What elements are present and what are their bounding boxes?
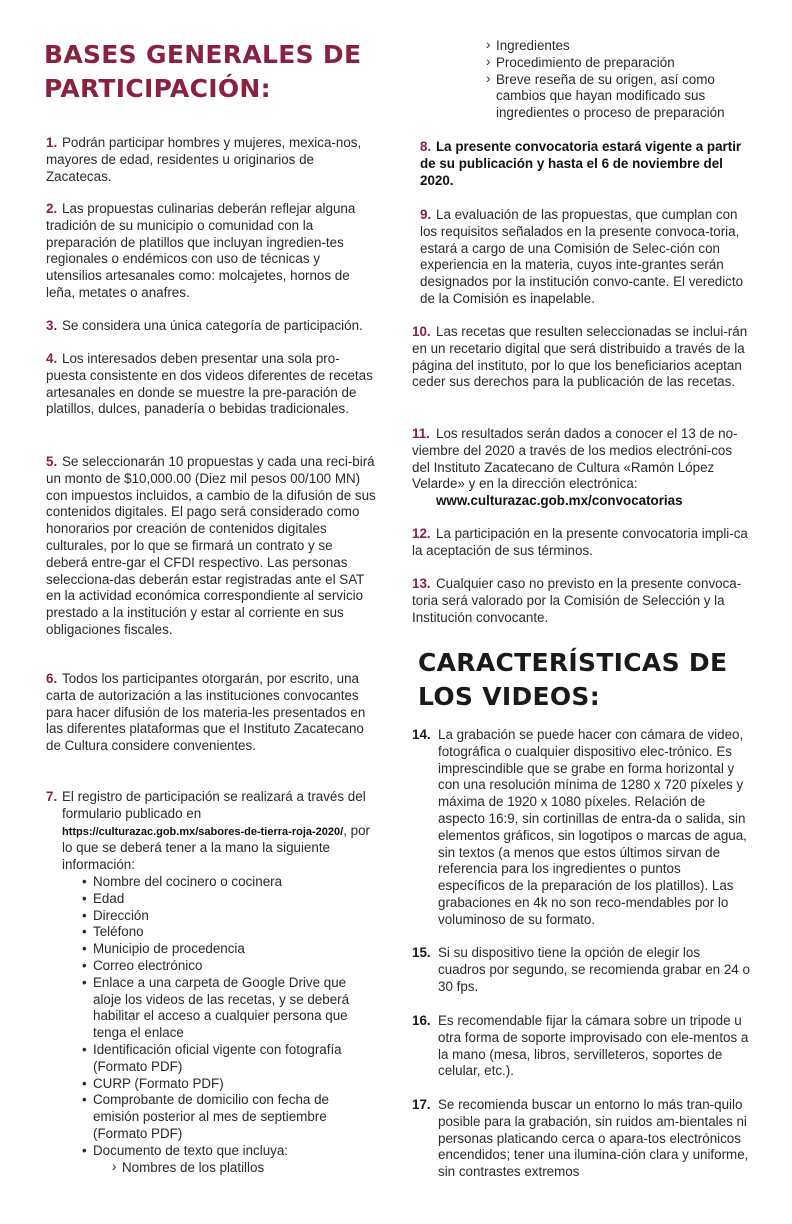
list-item-7 [46,789,378,1176]
item-number: 7. [46,789,58,804]
heading-line: CARACTERÍSTICAS DE [418,648,728,677]
list-item-17 [412,1097,750,1181]
list-item: • Correo electrónico [82,958,378,975]
results-link[interactable]: www.culturazac.gob.mx/convocatorias [436,493,683,509]
section-heading-bases [44,38,384,106]
list-item: • Municipio de procedencia [82,941,378,958]
list-item: • CURP (Formato PDF) [82,1076,378,1093]
item-text: La evaluación de las propuestas, que cumplan con los requisitos señalados en la presente convoca-toria, estará a cargo de una Comisión de Selec-ción con experiencia en la materia, cuyos inte-grantes serán designados por la institución convo-cante. El veredicto de la Comisión es inapelable. [420,207,744,306]
item-number: 15. [412,945,431,960]
item-text: Cualquier caso no previsto en la presente convoca-toria será valorado por la Comisión de Selección y la Institución convocante. [412,576,742,625]
item-number: 14. [412,727,431,742]
list-item-14 [412,727,750,929]
item-number: 10. [412,324,431,339]
list-item-3 [46,318,378,335]
list-item-15 [412,945,750,995]
form-link[interactable]: https://culturazac.gob.mx/sabores-de-tierra-roja-2020/ [62,825,344,838]
left-column [44,0,376,1224]
list-item-12 [412,526,750,560]
item-number: 12. [412,526,431,541]
item-number: 5. [46,454,58,469]
item-text: Todos los participantes otorgarán, por escrito, una carta de autorización a las instituciones convocantes para hacer difusión de los materia-les presentados en las diferentes plataformas que el Instituto Zacatecano de Cultura considere convenientes. [46,671,366,754]
item-text: Los resultados serán dados a conocer el 13 de no-viembre del 2020 a través de los medios electróni-cos del Instituto Zacatecano de Cultura «Ramón López Velarde» y en la dirección electrónica: [412,426,738,492]
list-item: • Enlace a una carpeta de Google Drive que aloje los videos de las recetas, y se deberá habilitar el acceso a cualquier persona que tenga el enlace [82,975,378,1042]
item-text: Es recomendable fijar la cámara sobre un tripode u otra forma de soporte improvisado con ele-mentos a la mano (mesa, libros, servilleteros, soportes de celular, etc.). [438,1013,749,1079]
item-number: 17. [412,1097,431,1112]
heading-line: LOS VIDEOS: [418,682,601,711]
list-item-4 [46,351,376,418]
list-item: • Identificación oficial vigente con fotografía (Formato PDF) [82,1042,378,1076]
list-item-9 [420,207,754,308]
list-item-1 [46,135,376,185]
heading-line: PARTICIPACIÓN: [44,74,271,103]
item-text: Se recomienda buscar un entorno lo más tran-quilo posible para la grabación, sin ruidos am-bientales ni personas platicando cerca o apara-tos electrónicos encendidos; tener una ilumina-ción clara y uniforme, sin contrastes extremos [438,1097,749,1180]
item-number: 8. [420,139,432,154]
list-item: • Nombre del cocinero o cocinera [82,874,378,891]
list-item: • Dirección [82,908,378,925]
list-item: • Edad [82,891,378,908]
list-item-16 [412,1013,750,1080]
item-text: Si su dispositivo tiene la opción de elegir los cuadros por segundo, se recomienda grabar en 24 o 30 fps. [438,945,750,994]
list-item: • Teléfono [82,924,378,941]
item-number: 1. [46,135,58,150]
item-text: El registro de participación se realizará a través del formulario publicado en [62,789,366,821]
item-number: 11. [412,426,430,441]
right-column [412,0,750,1224]
item-number: 9. [420,207,432,222]
heading-line: BASES GENERALES DE [44,40,362,69]
list-item-13 [412,576,750,626]
item-text: Se seleccionarán 10 propuestas y cada una reci-birá un monto de $10,000.00 (Diez mil pesos 00/100 MN) con impuestos incluidos, a cambio de la difusión de sus contenidos digitales. El pago será considerado como honorarios por creación de contenidos digitales culturales, por lo que se firmará un contrato y se deberá entre-gar el CFDI respectivo. Las personas selecciona-das deberán estar registradas ante el SAT en la actividad económica correspondiente al servicio prestado a la institución y estar al corriente en sus obligaciones fiscales. [46,454,376,637]
section-heading-videos [418,646,748,714]
item-text: Las recetas que resulten seleccionadas se inclui-rán en un recetario digital que será distribuido a través de la página del instituto, por lo que los beneficiarios aceptan ceder sus derechos para la publicación de las recetas. [412,324,748,390]
sub-list [112,1160,378,1177]
item-text: Podrán participar hombres y mujeres, mexica-nos, mayores de edad, residentes u originarios de Zacatecas. [46,135,362,184]
required-info-list [82,874,378,1160]
list-item: • Comprobante de domicilio con fecha de emisión posterior al mes de septiembre (Formato PDF) [82,1092,378,1142]
item-text: , por lo que se deberá tener a la mano la siguiente información: [62,822,370,873]
item-number: 4. [46,351,58,366]
list-item: › Procedimiento de preparación [486,55,756,72]
list-item-11 [412,426,750,510]
sub-list-continued [486,38,756,122]
item-text: La grabación se puede hacer con cámara de video, fotográfica o cualquier dispositivo elec-trónico. Es imprescindible que se grabe en forma horizontal y con una resolución mínima de 1280 x 720 píxeles y máxima de 1920 x 1080 píxeles. Relación de aspecto 16:9, sin cortinillas de entra-da o salida, sin elementos gráficos, sin logotipos o marcas de agua, sin textos (a menos que estos últimos sirvan de referencia para los ingredientes o puntos específicos de la preparación de los platillos). Las grabaciones en 4k no son reco-mendables por lo voluminoso de su formato. [438,727,747,927]
item-number: 2. [46,201,58,216]
list-item: › Ingredientes [486,38,756,55]
item-text: La participación en la presente convocatoria impli-ca la aceptación de sus términos. [412,526,748,558]
list-item-8 [420,139,754,189]
list-item: • Documento de texto que incluya: [82,1143,378,1160]
item-number: 3. [46,318,58,333]
list-item-6 [46,671,376,755]
item-number: 16. [412,1013,431,1028]
list-item-2 [46,201,376,302]
list-item: › Nombres de los platillos [112,1160,378,1177]
item-number: 13. [412,576,431,591]
item-text: Se considera una única categoría de participación. [62,318,363,333]
list-item-5 [46,454,376,639]
item-number: 6. [46,671,58,686]
list-item-10 [412,324,750,391]
item-text: Las propuestas culinarias deberán reflejar alguna tradición de su municipio o comunidad con la preparación de platillos que incluyan ingredien-tes regionales o endémicos con uso de técnicas y utensilios artesanales como: molcajetes, hornos de leña, metates o anafres. [46,201,356,300]
list-item: › Breve reseña de su origen, así como cambios que hayan modificado sus ingredientes o proceso de preparación [486,72,756,122]
item-text: La presente convocatoria estará vigente a partir de su publicación y hasta el 6 de noviembre del 2020. [420,139,742,188]
item-text: Los interesados deben presentar una sola pro-puesta consistente en dos videos diferentes de recetas artesanales en donde se muestre la pre-paración de platillos, dulces, panadería o bebidas tradicionales. [46,351,373,417]
